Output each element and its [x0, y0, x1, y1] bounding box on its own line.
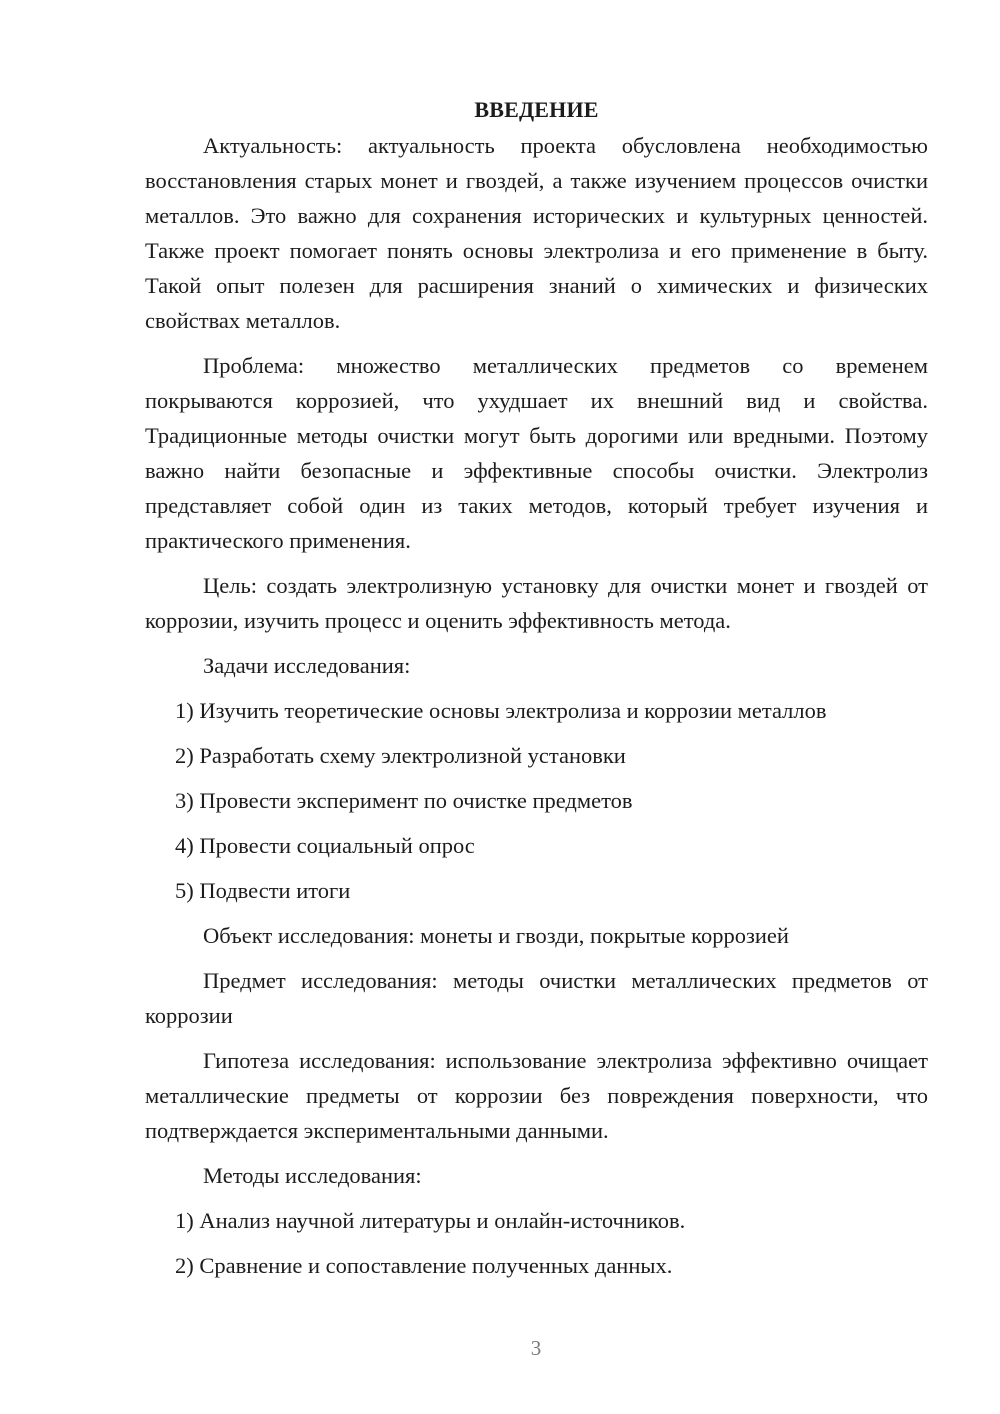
list-item: 3) Провести эксперимент по очистке предметов: [175, 788, 633, 813]
methods-heading: Методы исследования:: [203, 1163, 422, 1188]
tasks-list: [145, 693, 928, 908]
paragraph-object: Объект исследования: монеты и гвозди, покрытые коррозией: [203, 923, 789, 948]
page-number: 3: [530, 1336, 542, 1360]
paragraph-subject: Предмет исследования: методы очистки металлических предметов от коррозии: [145, 968, 928, 1028]
tasks-heading: Задачи исследования:: [203, 653, 411, 678]
paragraph-goal: Цель: создать электролизную установку для очистки монет и гвоздей от коррозии, изучить процесс и оценить эффективность метода.: [145, 573, 928, 633]
list-item: 5) Подвести итоги: [175, 878, 351, 903]
list-item: 1) Изучить теоретические основы электролиза и коррозии металлов: [175, 698, 827, 723]
list-item: 1) Анализ научной литературы и онлайн-источников.: [175, 1208, 686, 1233]
list-item: 2) Сравнение и сопоставление полученных данных.: [175, 1253, 673, 1278]
paragraph-hypothesis: Гипотеза исследования: использование электролиза эффективно очищает металлические предметы от коррозии без повреждения поверхности, что подтверждается экспериментальными данными.: [145, 1048, 928, 1143]
list-item: 2) Разработать схему электролизной установки: [175, 743, 626, 768]
list-item: 4) Провести социальный опрос: [175, 833, 475, 858]
paragraph-problem: Проблема: множество металлических предметов со временем покрываются коррозией, что ухудшает их внешний вид и свойства. Традиционные методы очистки могут быть дорогими или вредными. Поэтому важно найти безопасные и эффективные способы очистки. Электролиз представляет собой один из таких методов, который требует изучения и практического применения.: [145, 353, 928, 553]
page-content: [145, 92, 928, 1283]
paragraph-relevance: Актуальность: актуальность проекта обусловлена необходимостью восстановления старых монет и гвоздей, а также изучением процессов очистки металлов. Это важно для сохранения исторических и культурных ценностей. Также проект помогает понять основы электролиза и его применение в быту. Такой опыт полезен для расширения знаний о химических и физических свойствах металлов.: [145, 133, 928, 333]
methods-list: [145, 1203, 928, 1283]
page-title: ВВЕДЕНИЕ: [474, 97, 599, 122]
